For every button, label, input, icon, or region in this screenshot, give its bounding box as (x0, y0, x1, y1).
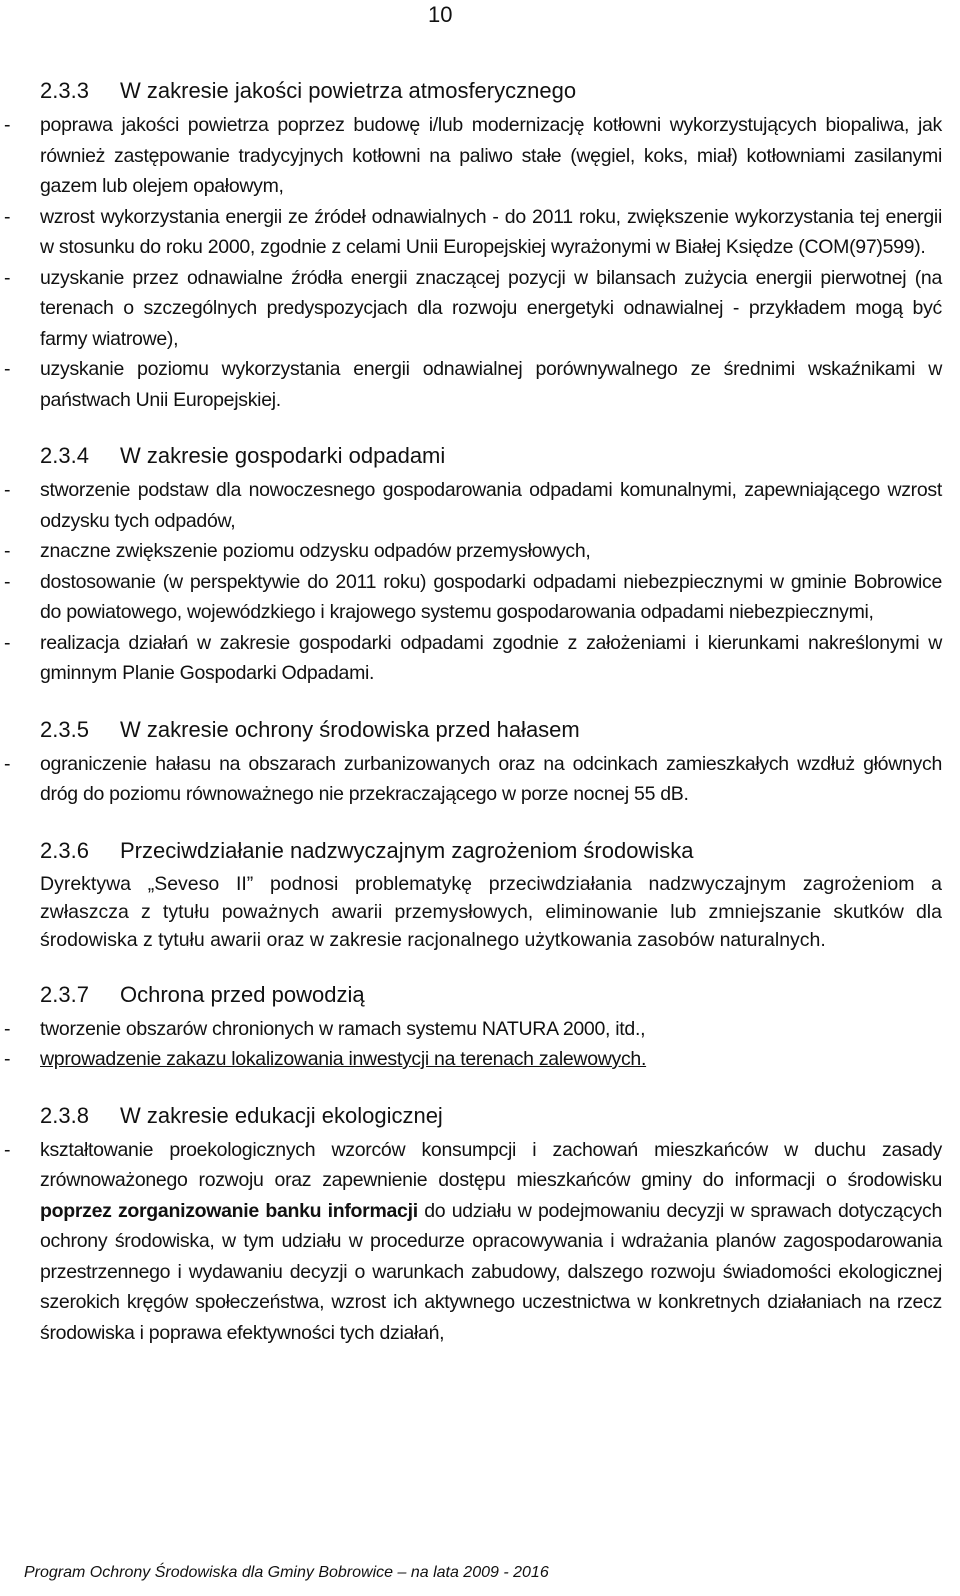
section-number: 2.3.7 (40, 981, 89, 1007)
dash: - (4, 540, 11, 562)
section-title: W zakresie jakości powietrza atmosferycznego (120, 78, 577, 103)
section-number: 2.3.8 (40, 1102, 89, 1128)
list-item (4, 263, 942, 355)
section-list-233 (4, 110, 942, 415)
dash: - (4, 631, 11, 654)
list-item (4, 354, 942, 415)
dash: - (4, 479, 11, 501)
dash: - (4, 1017, 11, 1040)
dash: - (4, 114, 11, 136)
list-item (4, 475, 942, 536)
page-footer: Program Ochrony Środowiska dla Gminy Bobrowice – na lata 2009 - 2016 (24, 1564, 549, 1581)
list-item (4, 1044, 942, 1075)
dash: - (4, 1138, 11, 1161)
section-list-235 (4, 749, 942, 810)
section-title: Ochrona przed powodzią (120, 981, 365, 1007)
list-item-text: stworzenie podstaw dla nowoczesnego gospodarowania odpadami komunalnymi, zapewniającego wzrost odzysku tych odpadów, (40, 479, 942, 532)
page-number: 10 (428, 2, 453, 27)
list-item-text: realizacja działań w zakresie gospodarki odpadami zgodnie z założeniami i kierunkami nakreślonymi w gminnym Planie Gospodarki Odpadami. (40, 631, 942, 684)
list-item (4, 567, 942, 628)
section-heading-233 (40, 76, 942, 106)
dash: - (4, 205, 11, 228)
section-heading-237 (40, 980, 942, 1010)
list-item (4, 202, 942, 263)
list-item-text: tworzenie obszarów chronionych w ramach systemu NATURA 2000, itd., (40, 1017, 646, 1040)
list-item-text: dostosowanie (w perspektywie do 2011 roku) gospodarki odpadami niebezpiecznymi w gminie Bobrowice do powiatowego, wojewódzkiego i krajowego systemu gospodarowania odpadami niebezpiecznymi, (40, 570, 942, 623)
list-item-text: ograniczenie hałasu na obszarach zurbanizowanych oraz na odcinkach zamieszkałych wzdłuż głównych dróg do poziomu równoważnego nie przekraczającego w porze nocnej 55 dB. (40, 752, 942, 805)
list-item-text: uzyskanie przez odnawialne źródła energii znaczącej pozycji w bilansach zużycia energii pierwotnej (na terenach o szczególnych predyspozycjach dla rozwoju energetyki odnawialnej - przykładem mogą być farmy wiatrowe), (40, 266, 942, 350)
dash: - (4, 266, 11, 289)
list-item (4, 628, 942, 689)
section-heading-238 (40, 1101, 942, 1131)
section-number: 2.3.5 (40, 716, 89, 742)
list-item-text-end: do udziału w podejmowaniu decyzji w sprawach dotyczących ochrony środowiska, w tym udziału w procedurze opracowywania i wdrażania planów zagospodarowania przestrzennego i wydawaniu decyzji o warunkach zabudowy, dalszego rozwoju świadomości ekologicznej szerokich kręgów społeczeństwa, wzrost ich aktywnego uczestnictwa w konkretnych działaniach na rzecz środowiska i poprawa efektywności tych działań, (40, 1199, 942, 1344)
section-title: W zakresie gospodarki odpadami (120, 443, 446, 468)
list-item (4, 1135, 942, 1349)
list-item-text: wprowadzenie zakazu lokalizowania inwestycji na terenach zalewowych. (40, 1048, 647, 1070)
list-item-text: znaczne zwiększenie poziomu odzysku odpadów przemysłowych, (40, 540, 591, 562)
section-list-234 (4, 475, 942, 689)
section-title: W zakresie ochrony środowiska przed hałasem (120, 716, 580, 742)
list-item-text-bold: poprzez zorganizowanie banku informacji (40, 1199, 418, 1222)
list-item (4, 536, 942, 567)
list-item-text: poprawa jakości powietrza poprzez budowę i/lub modernizację kotłowni wykorzystujących biopaliwa, jak również zastępowanie tradycyjnych kotłowni na paliwo stałe (węgiel, koks, miał) kotłowniami zasilanymi gazem lub olejem opałowym, (40, 114, 942, 197)
section-number: 2.3.6 (40, 837, 89, 863)
list-item-text: wzrost wykorzystania energii ze źródeł odnawialnych - do 2011 roku, zwiększenie wykorzystania tej energii w stosunku do roku 2000, zgodnie z celami Unii Europejskiej wyrażonymi w Białej Księdze (COM(97)599). (40, 205, 942, 258)
document-body (4, 68, 942, 1348)
list-item (4, 1014, 942, 1045)
section-list-238 (4, 1135, 942, 1349)
list-item-text: uzyskanie poziomu wykorzystania energii odnawialnej porównywalnego ze średnimi wskaźnikami w państwach Unii Europejskiej. (40, 358, 942, 411)
section-heading-236 (40, 836, 942, 866)
section-title: W zakresie edukacji ekologicznej (120, 1102, 443, 1128)
section-number: 2.3.4 (40, 443, 89, 468)
dash: - (4, 570, 11, 593)
dash: - (4, 1048, 11, 1070)
section-number: 2.3.3 (40, 78, 89, 103)
list-item (4, 110, 942, 202)
list-item (4, 749, 942, 810)
section-paragraph: Dyrektywa „Seveso II” podnosi problematykę przeciwdziałania nadzwyczajnym zagrożeniom a zwłaszcza z tytułu poważnych awarii przemysłowych, eliminowanie lub zmniejszanie skutków dla środowiska z tytułu awarii oraz w zakresie racjonalnego użytkowania zasobów naturalnych. (40, 872, 942, 951)
section-list-237 (4, 1014, 942, 1075)
section-title: Przeciwdziałanie nadzwyczajnym zagrożeniom środowiska (120, 837, 694, 863)
dash: - (4, 358, 11, 380)
section-heading-234 (40, 441, 942, 471)
list-item-text-start: kształtowanie proekologicznych wzorców konsumpcji i zachowań mieszkańców w duchu zasady zrównoważonego rozwoju oraz zapewnienie dostępu mieszkańców gminy do informacji o środowisku (40, 1138, 942, 1191)
section-heading-235 (40, 715, 942, 745)
dash: - (4, 752, 11, 775)
